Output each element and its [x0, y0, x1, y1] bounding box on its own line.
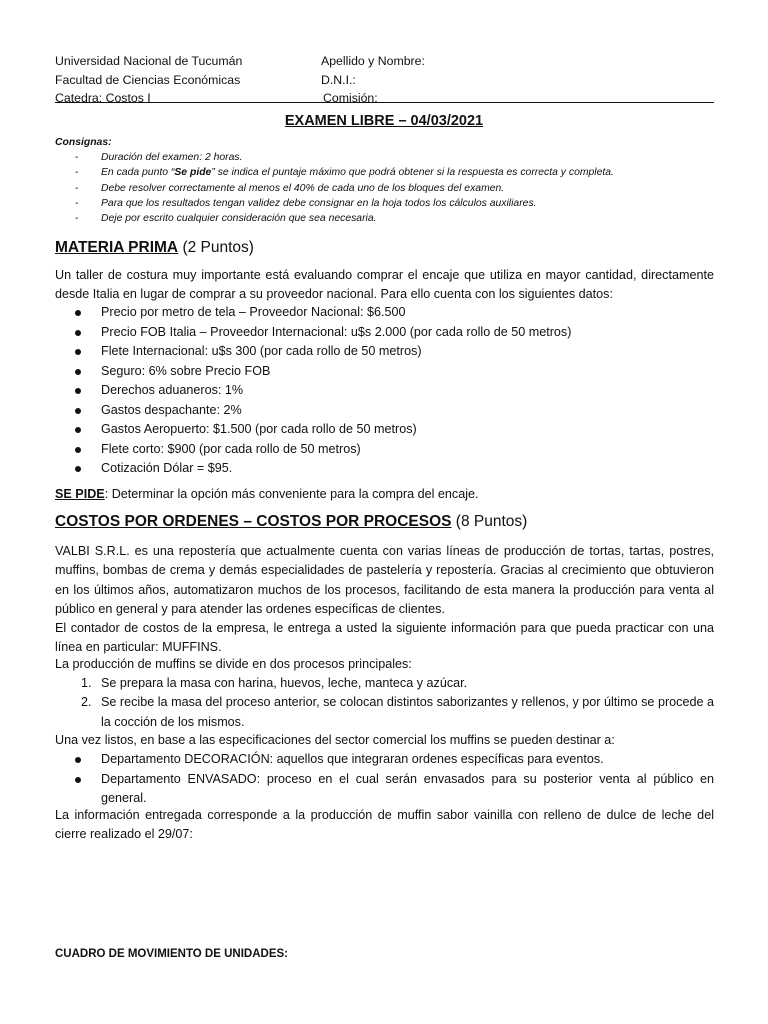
- instruction-item: - Duración del examen: 2 horas.: [75, 152, 243, 163]
- dni-field-label: D.N.I.:: [321, 72, 356, 87]
- list-item: Precio por metro de tela – Proveedor Nacional: $6.500: [55, 303, 714, 323]
- instruction-item: - Para que los resultados tengan validez debe consignar en la hoja todos los cálculos auxiliares.: [75, 197, 537, 209]
- destinos-list: [55, 750, 714, 809]
- costos-paragraph-3: La producción de muffins se divide en dos procesos principales:: [55, 657, 412, 671]
- list-item: Departamento ENVASADO: proceso en el cual serán envasados para su posterior venta al público en general.: [55, 770, 714, 809]
- se-pide-statement: SE PIDE: Determinar la opción más conveniente para la compra del encaje.: [55, 487, 479, 501]
- list-item: Gastos Aeropuerto: $1.500 (por cada rollo de 50 metros): [55, 420, 714, 440]
- commission-field-label: Comisión:: [323, 91, 378, 105]
- faculty-name: Facultad de Ciencias Económicas: [55, 72, 241, 87]
- costos-paragraph-5: La información entregada corresponde a la producción de muffin sabor vainilla con relleno de dulce de leche del cierre realizado el 29/07:: [55, 808, 714, 842]
- list-item: Departamento DECORACIÓN: aquellos que integraran ordenes específicas para eventos.: [55, 750, 714, 770]
- list-item: Cotización Dólar = $95.: [55, 459, 714, 479]
- cuadro-heading: CUADRO DE MOVIMIENTO DE UNIDADES:: [55, 948, 288, 960]
- instruction-item: - En cada punto “Se pide” se indica el puntaje máximo que podrá obtener si la respuesta es correcta y completa.: [75, 167, 614, 179]
- instructions: [55, 136, 714, 226]
- section-title-costos: COSTOS POR ORDENES – COSTOS POR PROCESOS (8 Puntos): [55, 513, 528, 530]
- header-divider: [55, 102, 714, 103]
- instruction-item: - Debe resolver correctamente al menos el 40% de cada uno de los bloques del examen.: [75, 182, 505, 194]
- section-title-materia-prima: MATERIA PRIMA (2 Puntos): [55, 239, 254, 256]
- process-steps-list: [55, 674, 714, 732]
- instruction-item: - Deje por escrito cualquier consideración que sea necesaria.: [75, 213, 377, 225]
- list-item: Derechos aduaneros: 1%: [55, 381, 714, 401]
- exam-header: [55, 52, 714, 108]
- exam-title: EXAMEN LIBRE – 04/03/2021: [284, 113, 484, 129]
- costos-paragraph-4: Una vez listos, en base a las especificaciones del sector comercial los muffins se pueden destinar a:: [55, 733, 615, 747]
- materia-prima-data-list: [55, 303, 714, 479]
- university-name: Universidad Nacional de Tucumán: [55, 54, 243, 68]
- name-field-label: Apellido y Nombre:: [321, 54, 425, 68]
- list-item: 2. Se recibe la masa del proceso anterior, se colocan distintos saborizantes y rellenos, y por último se procede a la cocción de los mismos.: [81, 695, 714, 729]
- costos-paragraph-2: El contador de costos de la empresa, le entrega a usted la siguiente información para que pueda practicar con una línea en particular: MUFFINS.: [55, 621, 714, 655]
- list-item: Seguro: 6% sobre Precio FOB: [55, 362, 714, 382]
- costos-paragraph-1: VALBI S.R.L. es una repostería que actualmente cuenta con varias líneas de producción de tortas, tartas, postres, muffins, bombas de crema y demás especialidades de pastelería y repostería. Gracias al crecimiento que obtuvieron en los últimos años, automatizaron muchos de los procesos, facilitando de esta manera la producción para venta al público en general y para atender las ordenes específicas de clientes.: [55, 544, 714, 617]
- list-item: 1. Se prepara la masa con harina, huevos, leche, manteca y azúcar.: [81, 676, 468, 690]
- list-item: Flete Internacional: u$s 300 (por cada rollo de 50 metros): [55, 342, 714, 362]
- materia-prima-intro: Un taller de costura muy importante está evaluando comprar el encaje que utiliza en mayor cantidad, directamente desde Italia en lugar de comprar a su proveedor nacional. Para ello cuenta con los siguientes datos:: [55, 268, 714, 302]
- se-pide-emphasis: Se pide: [174, 167, 212, 179]
- chair-name: Catedra: Costos I: [55, 91, 151, 105]
- list-item: Flete corto: $900 (por cada rollo de 50 metros): [55, 440, 714, 460]
- list-item: Precio FOB Italia – Proveedor Internacional: u$s 2.000 (por cada rollo de 50 metros): [55, 323, 714, 343]
- instructions-label: Consignas:: [55, 137, 112, 148]
- list-item: Gastos despachante: 2%: [55, 401, 714, 421]
